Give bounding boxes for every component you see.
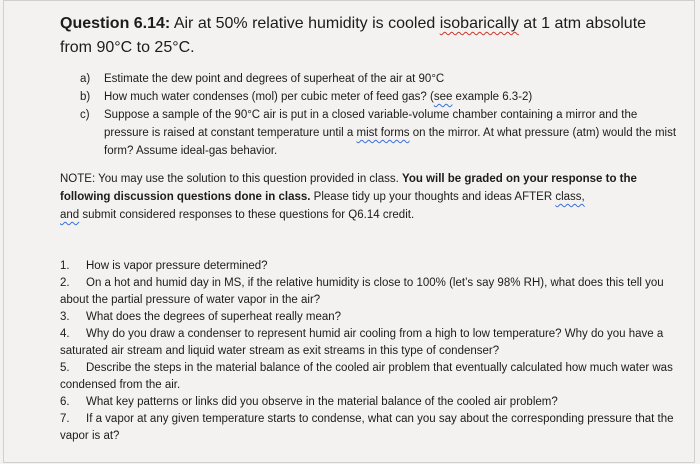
part-text — [104, 106, 680, 160]
part-letter: c) — [80, 109, 90, 121]
question-text: If a vapor at any given temperature starts to condense, what can you say about the corresponding pressure that the vapor is at? — [60, 413, 674, 442]
part-a — [80, 70, 680, 88]
question-number: 7. — [60, 413, 70, 425]
list-item — [60, 258, 680, 275]
list-item — [60, 275, 680, 309]
question-text: What does the degrees of superheat really mean? — [86, 311, 342, 323]
part-letter: b) — [80, 91, 91, 103]
question-text: On a hot and humid day in MS, if the relative humidity is close to 100% (let’s say 98% RH), what does this tell you about the partial pressure of water vapor in the air? — [60, 277, 664, 306]
part-text — [104, 88, 680, 106]
part-text-pre: How much water condenses (mol) per cubic meter of feed gas? ( — [104, 91, 434, 103]
list-item — [60, 360, 680, 394]
question-number: 5. — [60, 362, 70, 374]
question-number: 2. — [60, 277, 70, 289]
spellcheck-underlined-word: class, — [555, 191, 585, 203]
note-text-plain: Please tidy up your thoughts and ideas AFTER — [310, 191, 556, 203]
list-item — [60, 309, 680, 326]
question-text-part1: Air at 50% relative humidity is cooled — [170, 15, 440, 32]
note-text-plain: submit considered responses to these questions for Q6.14 credit. — [79, 209, 415, 221]
part-text-pre: Suppose a sample of the 90°C air is put in a closed variable-volume chamber containing a mirror and the pressure is raised at constant temperature until a — [104, 109, 638, 139]
note-text-plain: NOTE: You may use the solution to this question provided in class. — [60, 173, 402, 185]
question-heading — [60, 12, 680, 60]
question-text-part2: at 1 atm absolute — [518, 15, 647, 32]
question-number: 4. — [60, 328, 70, 340]
list-item — [60, 326, 680, 360]
part-b — [80, 88, 680, 106]
part-text: Estimate the dew point and degrees of superheat of the air at 90°C — [104, 73, 445, 85]
question-text: Describe the steps in the material balance of the cooled air problem that eventually calculated how much water was condensed from the air. — [60, 362, 673, 391]
note-paragraph — [60, 170, 680, 224]
part-text-post: example 6.3-2) — [452, 91, 533, 103]
spellcheck-underlined-word: mist forms — [356, 127, 410, 139]
part-letter: a) — [80, 73, 91, 85]
question-text: Why do you draw a condenser to represent humid air cooling from a high to low temperature? Why do you have a saturated air stream and liquid water stream as exit streams in this type of condenser? — [60, 328, 664, 357]
spellcheck-underlined-word: see — [433, 91, 453, 103]
part-c — [80, 106, 680, 160]
list-item — [60, 411, 680, 445]
question-number: 6. — [60, 396, 70, 408]
spellcheck-underlined-word: and — [60, 209, 80, 221]
list-item — [60, 394, 680, 411]
question-parts-list — [80, 70, 680, 160]
question-text: How is vapor pressure determined? — [86, 260, 268, 272]
spellcheck-underlined-word: isobarically — [439, 15, 519, 32]
question-number: 1. — [60, 260, 70, 272]
part-text-post: on the mirror. At what pressure (atm) would the mist form? Assume ideal-gas behavior. — [104, 127, 677, 157]
question-text: What key patterns or links did you observe in the material balance of the cooled air problem? — [86, 396, 558, 408]
question-number: 3. — [60, 311, 70, 323]
question-label: Question 6.14: — [60, 15, 171, 32]
note-text-bold: You will be graded on your response to the following discussion questions done in class. — [60, 173, 637, 203]
question-text-line2: from 90°C to 25°C. — [60, 39, 195, 56]
discussion-questions-list — [60, 258, 680, 445]
